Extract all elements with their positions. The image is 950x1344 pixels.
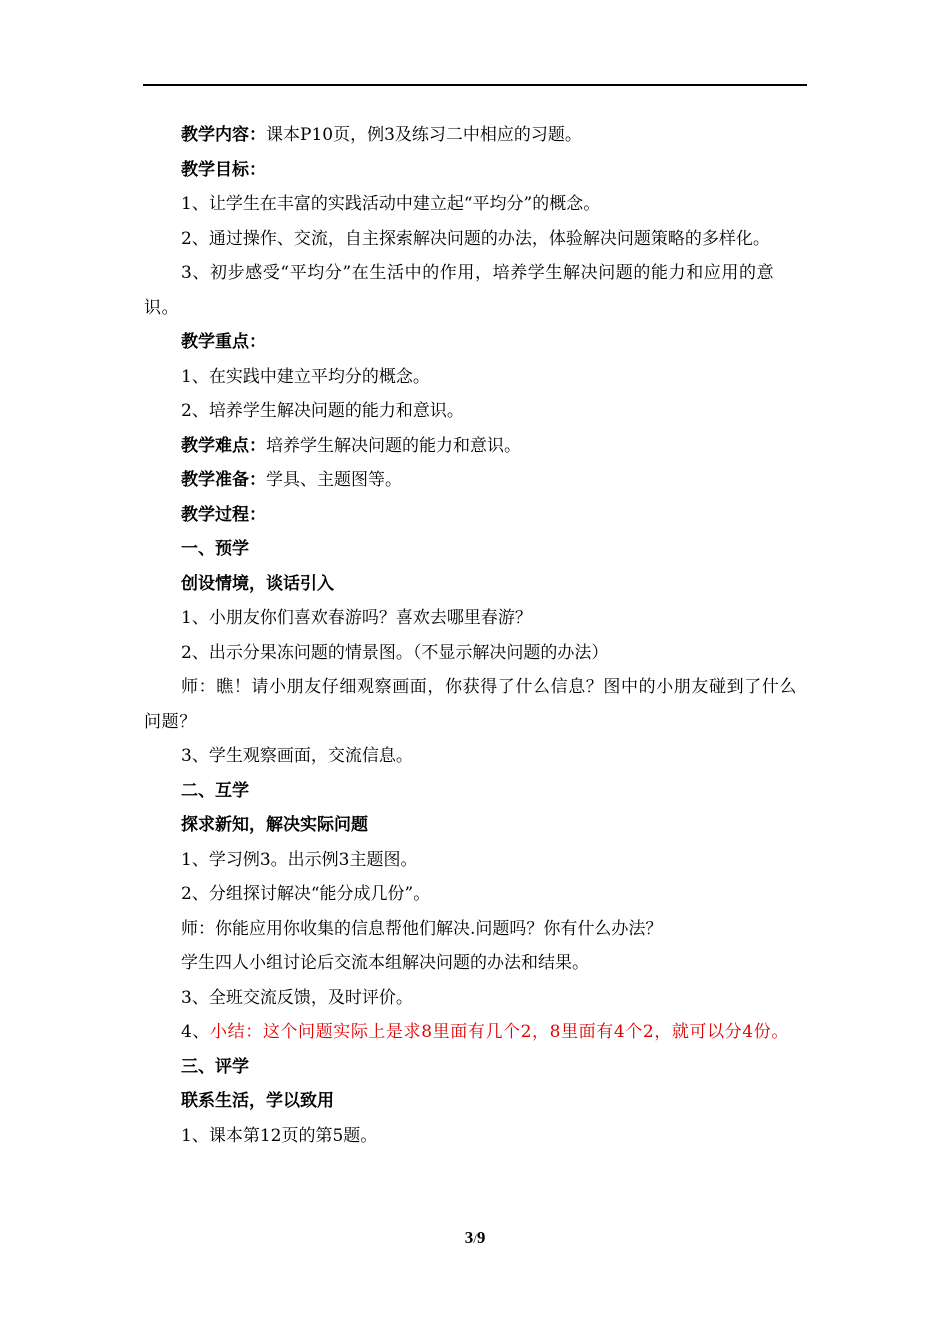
difficulty-line bbox=[144, 429, 808, 464]
page-number bbox=[0, 1228, 950, 1248]
key-point-1: 1、在实践中建立平均分的概念。 bbox=[181, 366, 430, 387]
teacher-prompt-1: 师：瞧！请小朋友仔细观察画面，你获得了什么信息？图中的小朋友碰到了什么问题？ bbox=[144, 677, 797, 732]
document-body bbox=[144, 118, 808, 1153]
key-points-heading: 教学重点： bbox=[181, 332, 266, 352]
teaching-content-label: 教学内容： bbox=[181, 125, 266, 145]
summary-prefix: 4、 bbox=[181, 1022, 211, 1042]
section-3-heading: 三、评学 bbox=[181, 1056, 249, 1077]
section-1-item-3: 3、学生观察画面，交流信息。 bbox=[181, 746, 413, 766]
section-2-item-1: 1、学习例3。出示例3主题图。 bbox=[181, 849, 418, 870]
goal-item-3: 3、初步感受“平均分”在生活中的作用，培养学生解决问题的能力和应用的意识。 bbox=[144, 263, 775, 318]
section-1-subheading: 创设情境，谈话引入 bbox=[181, 573, 334, 594]
section-2-heading: 二、互学 bbox=[181, 780, 249, 801]
section-2-subheading: 探求新知，解决实际问题 bbox=[181, 815, 368, 835]
key-point-2: 2、培养学生解决问题的能力和意识。 bbox=[181, 401, 464, 421]
section-1-heading: 一、预学 bbox=[181, 539, 249, 559]
group-discussion-line: 学生四人小组讨论后交流本组解决问题的办法和结果。 bbox=[181, 953, 589, 973]
section-3-item-1: 1、课本第12页的第5题。 bbox=[181, 1125, 378, 1146]
process-heading: 教学过程： bbox=[181, 504, 266, 525]
difficulty-text: 培养学生解决问题的能力和意识。 bbox=[266, 435, 521, 456]
teaching-content-line bbox=[144, 118, 808, 153]
section-2-item-3: 3、全班交流反馈，及时评价。 bbox=[181, 987, 413, 1008]
section-1-item-1: 1、小朋友你们喜欢春游吗？喜欢去哪里春游？ bbox=[181, 608, 532, 628]
teaching-goals-heading: 教学目标： bbox=[181, 159, 266, 180]
goal-item-2: 2、通过操作、交流，自主探索解决问题的办法，体验解决问题策略的多样化。 bbox=[181, 228, 770, 249]
teaching-content-text: 课本P10页，例3及练习二中相应的习题。 bbox=[266, 125, 582, 145]
teacher-prompt-2: 师：你能应用你收集的信息帮他们解决.问题吗？你有什么办法？ bbox=[181, 918, 663, 939]
total-pages: 9 bbox=[476, 1228, 486, 1247]
current-page: 3 bbox=[464, 1228, 474, 1247]
preparation-text: 学具、主题图等。 bbox=[266, 470, 402, 490]
page-separator: / bbox=[473, 1231, 477, 1246]
summary-highlight: 小结：这个问题实际上是求8里面有几个2，8里面有4个2，就可以分4份。 bbox=[210, 1022, 789, 1042]
preparation-line bbox=[144, 463, 808, 498]
section-1-item-2: 2、出示分果冻问题的情景图。（不显示解决问题的办法） bbox=[181, 642, 609, 663]
summary-line bbox=[144, 1015, 808, 1050]
header-rule bbox=[143, 84, 807, 86]
section-3-subheading: 联系生活，学以致用 bbox=[181, 1091, 334, 1111]
difficulty-label: 教学难点： bbox=[181, 435, 266, 456]
preparation-label: 教学准备： bbox=[181, 470, 266, 490]
section-2-item-2: 2、分组探讨解决“能分成几份”。 bbox=[181, 884, 431, 904]
goal-item-1: 1、让学生在丰富的实践活动中建立起“平均分”的概念。 bbox=[181, 194, 601, 214]
